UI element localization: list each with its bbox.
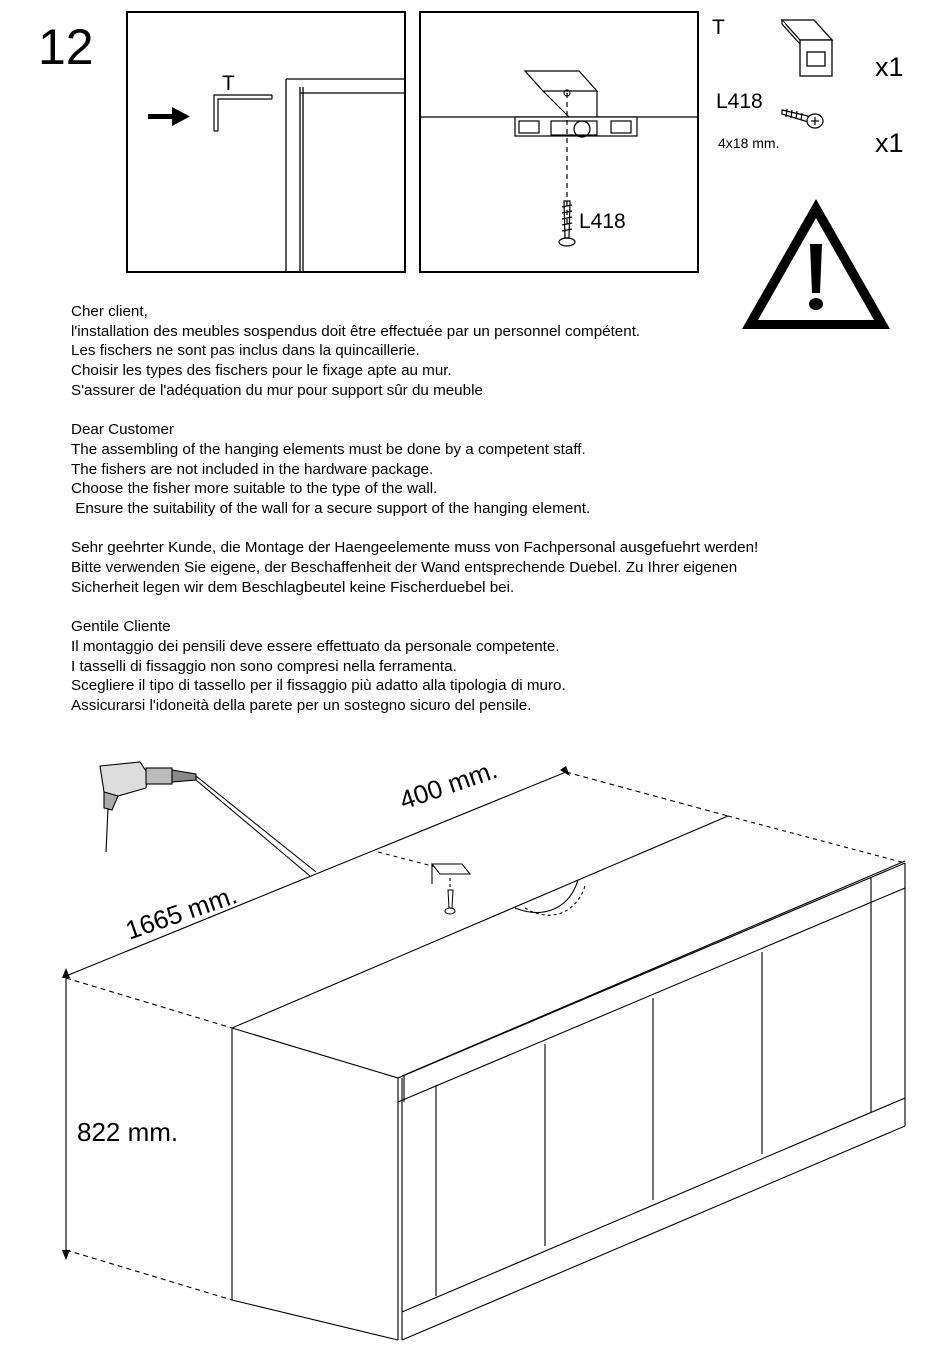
notice-it <box>71 617 871 716</box>
notice-line: Scegliere il tipo di tassello per il fissaggio più adatto alla tipologia di muro. <box>71 677 566 695</box>
bracket-screw-drawing <box>421 13 697 271</box>
notice-en <box>71 420 871 519</box>
screw-icon <box>445 890 455 914</box>
arrow-right-icon <box>148 107 190 126</box>
part-t-name: T <box>712 16 725 39</box>
notice-line: l'installation des meubles sospendus doit être effectuée par un personnel compétent. <box>71 322 641 340</box>
notice-line: S'assurer de l'adéquation du mur pour support sûr du meuble <box>71 381 483 399</box>
part-l418-name: L418 <box>716 90 763 113</box>
screw-l418-label: L418 <box>579 210 626 233</box>
screw-l418-icon <box>780 106 826 132</box>
dimension-spacing: 400 mm. <box>395 754 502 816</box>
detail-panel-screw <box>419 11 699 273</box>
notice-line: Dear Customer <box>71 421 174 439</box>
step-number: 12 <box>38 19 94 75</box>
notice-fr <box>71 302 871 401</box>
dimension-width: 1665 mm. <box>121 879 241 946</box>
cabinet-drawing <box>0 740 950 1350</box>
notice-line: The assembling of the hanging elements must be done by a competent staff. <box>71 440 586 458</box>
notice-line: Gentile Cliente <box>71 618 171 636</box>
part-l418-qty: x1 <box>875 128 904 158</box>
bracket-t-label: T <box>222 72 235 95</box>
notice-line: Sicherheit legen wir dem Beschlagbeutel keine Fischerduebel bei. <box>71 578 515 596</box>
notice-line: Assicurarsi l'idoneità della parete per un sostegno sicuro del pensile. <box>71 697 532 715</box>
bracket-t-icon <box>778 16 838 82</box>
notice-line: Choisir les types des fischers pour le fixage apte au mur. <box>71 362 452 380</box>
notice-line: Les fischers ne sont pas inclus dans la quincaillerie. <box>71 342 420 360</box>
notice-line: Il montaggio dei pensili deve essere effettuato da personale competente. <box>71 637 560 655</box>
dimension-height: 822 mm. <box>77 1117 179 1147</box>
part-l418-size: 4x18 mm. <box>718 135 780 151</box>
notice-de <box>71 538 871 597</box>
notice-line: Choose the fisher more suitable to the type of the wall. <box>71 480 438 498</box>
notice-line: Ensure the suitability of the wall for a secure support of the hanging element. <box>71 500 591 518</box>
notice-line: Bitte verwenden Sie eigene, der Beschaffenheit der Wand entsprechende Duebel. Zu Ihrer eigenen <box>71 559 738 577</box>
drill-icon <box>100 762 316 876</box>
screw-icon <box>559 201 575 246</box>
bracket-insert-drawing <box>128 13 404 271</box>
notice-line: Sehr geehrter Kunde, die Montage der Haengeelemente muss von Fachpersonal ausgefuehrt werden! <box>71 539 759 557</box>
part-t-qty: x1 <box>875 52 904 82</box>
notice-line: Cher client, <box>71 303 148 320</box>
notice-line: The fishers are not included in the hardware package. <box>71 460 434 478</box>
notice-line: I tasselli di fissaggio non sono compresi nella ferramenta. <box>71 657 457 675</box>
safety-notices <box>71 302 871 735</box>
detail-panel-insert <box>126 11 406 273</box>
